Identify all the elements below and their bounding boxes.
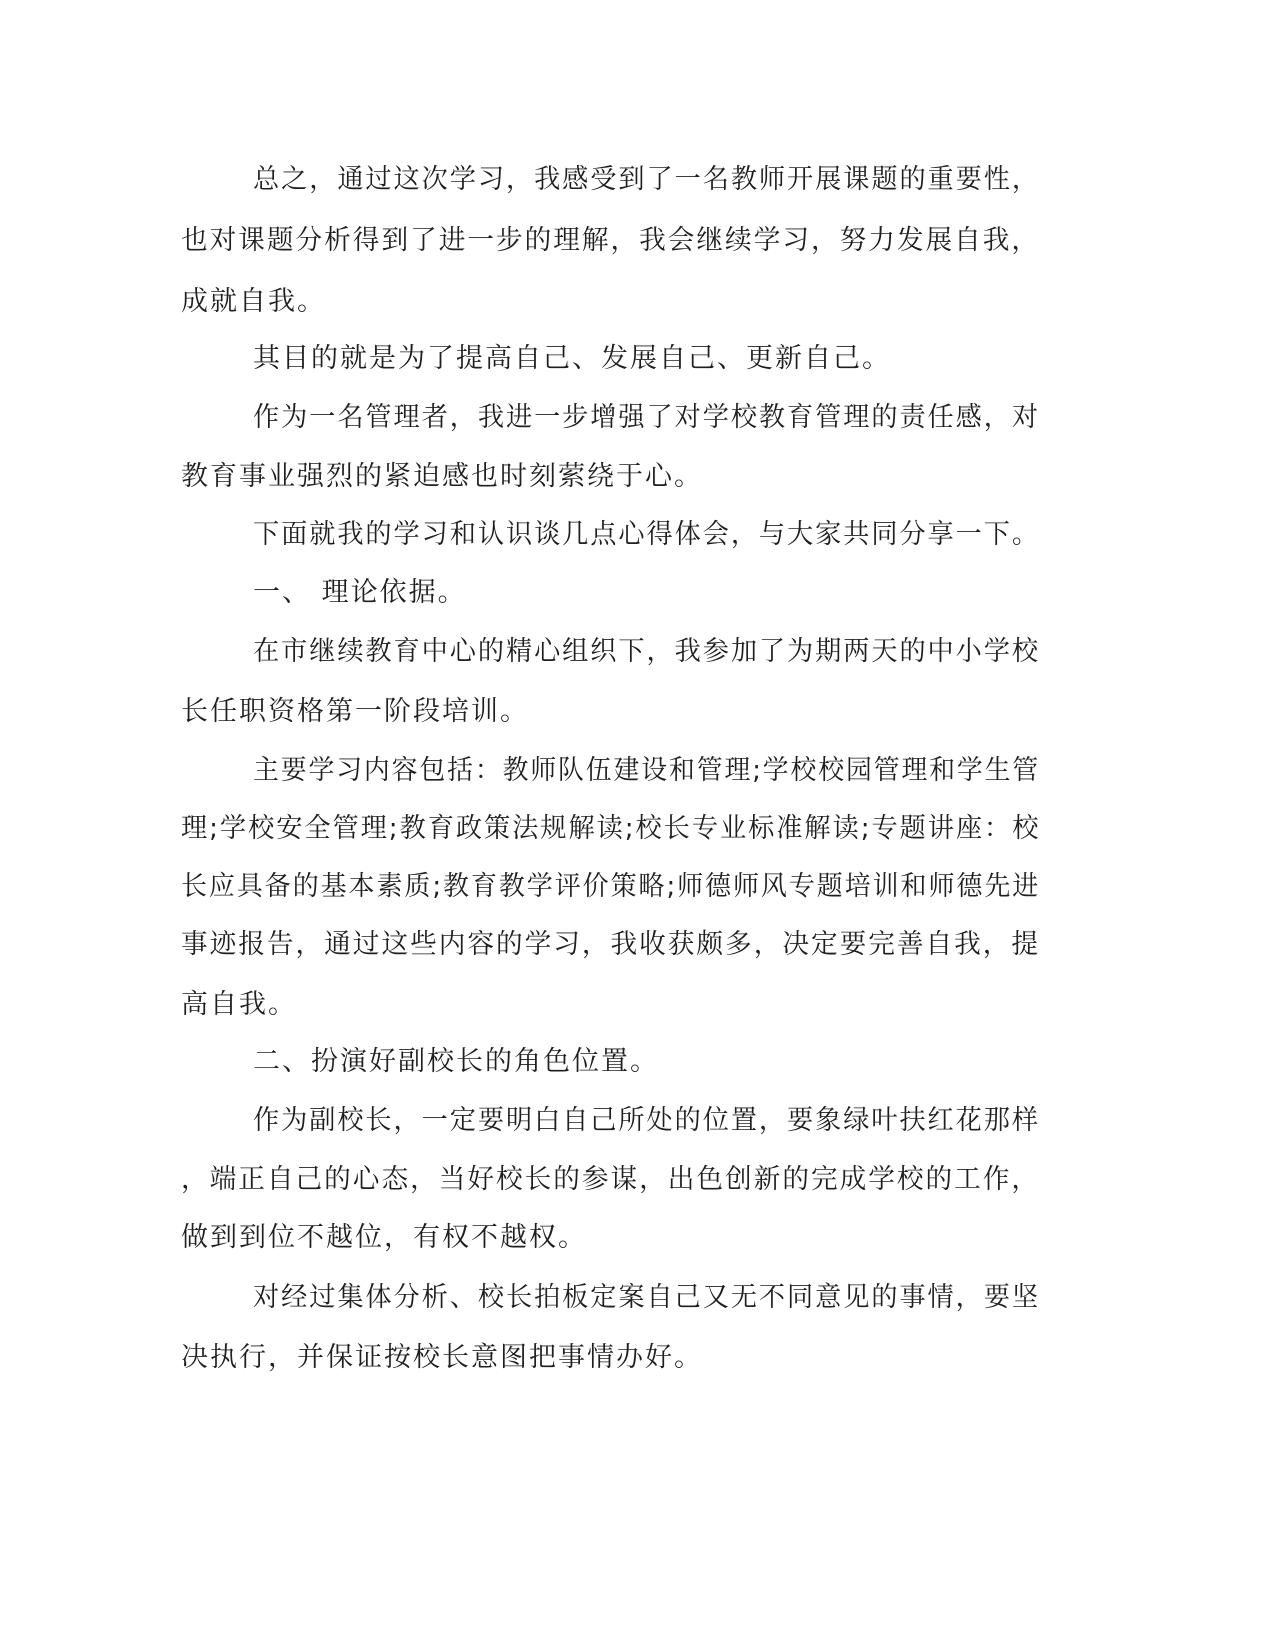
text-line: 其目的就是为了提高自己、发展自己、更新自己。 [253, 343, 891, 374]
text-line: 高自我。 [181, 989, 297, 1020]
text-line: 下面就我的学习和认识谈几点心得体会，与大家共同分享一下。 [253, 519, 1040, 550]
text-line: 决执行，并保证按校长意图把事情办好。 [181, 1342, 703, 1373]
text-line: 也对课题分析得到了进一步的理解，我会继续学习，努力发展自我， [181, 225, 1041, 256]
text-line: 作为一名管理者，我进一步增强了对学校教育管理的责任感，对 [253, 402, 1040, 433]
text-line: 教育事业强烈的紧迫感也时刻萦绕于心。 [181, 461, 703, 492]
text-line: 做到到位不越位，有权不越权。 [181, 1222, 587, 1253]
text-line: 对经过集体分析、校长拍板定案自己又无不同意见的事情，要坚 [253, 1282, 1040, 1313]
text-line: 总之，通过这次学习，我感受到了一名教师开展课题的重要性， [253, 164, 1040, 195]
text-line: 在市继续教育中心的精心组织下，我参加了为期两天的中小学校 [253, 636, 1040, 667]
section-heading: 一、 理论依据。 [253, 577, 467, 608]
text-line: ，端正自己的心态，当好校长的参谋，出色创新的完成学校的工作， [181, 1164, 1041, 1195]
text-line: 成就自我。 [181, 286, 326, 317]
text-line: 长应具备的基本素质;教育教学评价策略;师德师风专题培训和师德先进 [181, 871, 1041, 902]
text-line: 理;学校安全管理;教育政策法规解读;校长专业标准解读;专题讲座：校 [181, 813, 1041, 844]
text-line: 长任职资格第一阶段培训。 [181, 696, 529, 727]
section-heading: 二、扮演好副校长的角色位置。 [253, 1046, 659, 1077]
text-line: 作为副校长，一定要明白自己所处的位置，要象绿叶扶红花那样 [253, 1105, 1040, 1136]
text-line: 事迹报告，通过这些内容的学习，我收获颇多，决定要完善自我，提 [181, 929, 1041, 960]
text-line: 主要学习内容包括：教师队伍建设和管理;学校校园管理和学生管 [253, 755, 1041, 786]
